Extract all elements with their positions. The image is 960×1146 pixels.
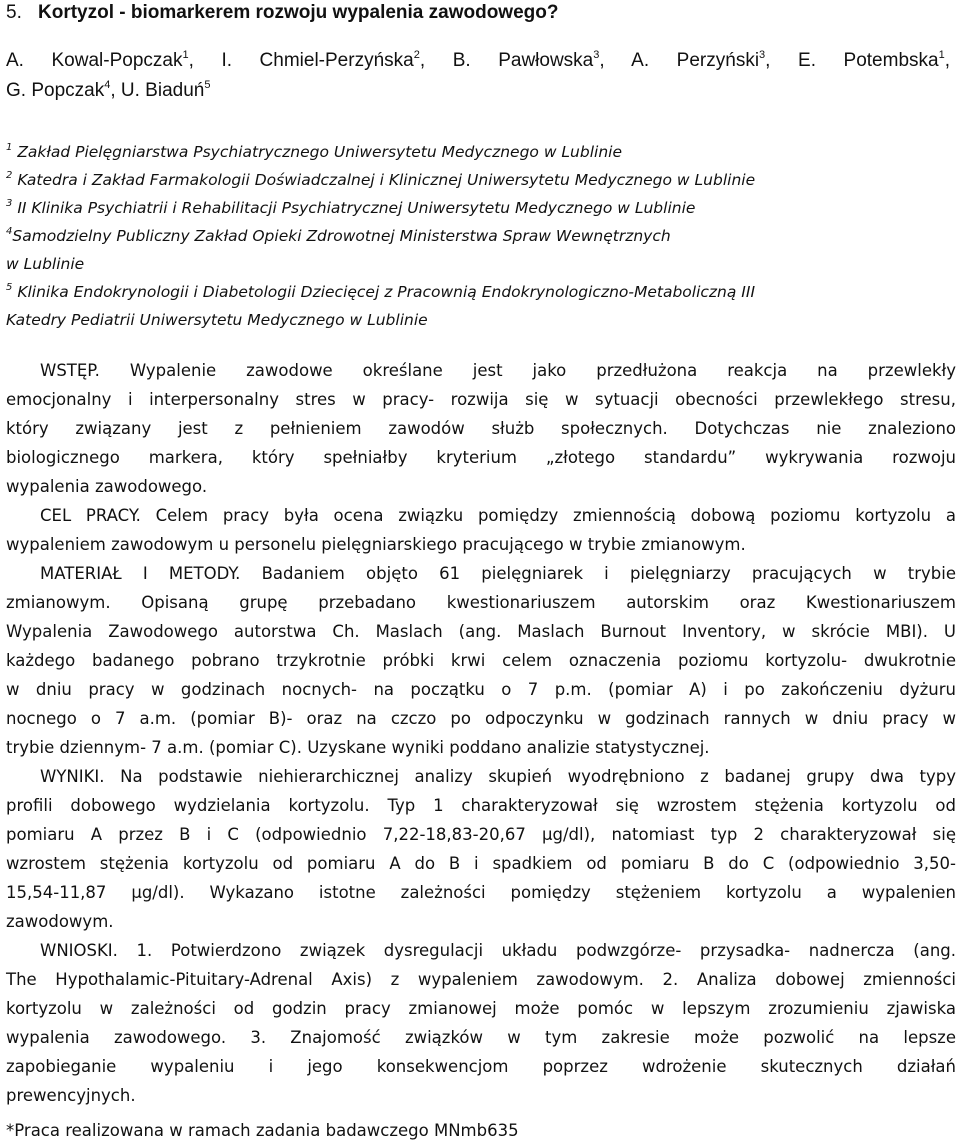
affiliation-mark: 4 bbox=[6, 226, 13, 237]
abstract-line: CEL PRACY. Celem pracy była ocena związku pomiędzy zmiennością dobową poziomu kortyzolu a bbox=[40, 506, 956, 525]
author-name: G. Popczak bbox=[6, 80, 105, 101]
affiliation-mark: 3 bbox=[6, 198, 13, 209]
abstract-line: WNIOSKI. 1. Potwierdzono związek dysregulacji układu podwzgórze- przysadka- nadnercza (ang. bbox=[40, 941, 956, 960]
abstract-line: profili dobowego wydzielania kortyzolu. Typ 1 charakteryzował się wzrostem stężenia kortyzolu od bbox=[6, 796, 956, 815]
affiliation-text: Samodzielny Publiczny Zakład Opieki Zdrowotnej Ministerstwa Spraw Wewnętrznych bbox=[12, 227, 671, 245]
affiliation-list bbox=[6, 138, 950, 334]
author-name: B. Pawłowska bbox=[452, 50, 594, 71]
affiliation bbox=[6, 278, 950, 306]
author-affiliation-mark: 4 bbox=[104, 79, 111, 91]
affiliation bbox=[6, 166, 950, 194]
author-affiliation-mark: 3 bbox=[593, 49, 600, 61]
affiliation-mark: 5 bbox=[6, 282, 13, 293]
abstract-line: wypalenia zawodowego. 3. Znajomość związków w tym zakresie może pozwolić na lepsze bbox=[6, 1028, 956, 1047]
author-name: A. Kowal-Popczak bbox=[6, 50, 183, 71]
abstract-line: biologicznego markera, który spełniałby kryterium „złotego standardu” wykrywania rozwoju bbox=[6, 448, 956, 467]
affiliation-text: Katedry Pediatrii Uniwersytetu Medycznego w Lublinie bbox=[6, 311, 428, 329]
abstract-line: zawodowym. bbox=[6, 912, 114, 931]
affiliation-mark: 2 bbox=[6, 170, 13, 181]
author-name: I. Chmiel-Perzyńska bbox=[221, 50, 414, 71]
abstract-line: The Hypothalamic-Pituitary-Adrenal Axis) z wypaleniem zawodowym. 2. Analiza dobowej zmienności bbox=[6, 970, 956, 989]
abstract-line: WSTĘP. Wypalenie zawodowe określane jest jako przedłużona reakcja na przewlekły bbox=[40, 361, 956, 380]
affiliation-text: Katedra i Zakład Farmakologii Doświadczalnej i Klinicznej Uniwersytetu Medycznego w Lublinie bbox=[17, 171, 756, 189]
author-affiliation-mark: 1 bbox=[938, 49, 945, 61]
article-number: 5. bbox=[6, 2, 22, 23]
affiliation-text: w Lublinie bbox=[6, 255, 85, 273]
abstract-line: wypalenia zawodowego. bbox=[6, 477, 208, 496]
abstract-line: zmianowym. Opisaną grupę przebadano kwestionariuszem autorskim oraz Kwestionariuszem bbox=[6, 593, 956, 612]
affiliation-text: Klinika Endokrynologii i Diabetologii Dziecięcej z Pracownią Endokrynologiczno-Metaboliczną III bbox=[17, 283, 756, 301]
author-name: E. Potembska bbox=[798, 50, 939, 71]
affiliation-continuation bbox=[6, 306, 950, 334]
abstract-line: WYNIKI. Na podstawie niehierarchicznej analizy skupień wyodrębniono z badanej grupy dwa typy bbox=[40, 767, 956, 786]
abstract-line: MATERIAŁ I METODY. Badaniem objęto 61 pielęgniarek i pielęgniarzy pracujących w trybie bbox=[40, 564, 956, 583]
author-line-2: G. Popczak$^4$, U. Biaduń$^5$ bbox=[6, 79, 211, 101]
author-name: A. Perzyński bbox=[631, 50, 760, 71]
author-name: U. Biaduń bbox=[120, 80, 205, 101]
abstract-line: nocnego o 7 a.m. (pomiar B)- oraz na czczo po odpoczynku w godzinach rannych w dniu pracy w bbox=[6, 709, 956, 728]
abstract-line: wzrostem stężenia kortyzolu od pomiaru A do B i spadkiem od pomiaru B do C (odpowiednio 3,50- bbox=[6, 854, 956, 873]
author-affiliation-mark: 5 bbox=[204, 79, 211, 91]
abstract-line: prewencyjnych. bbox=[6, 1086, 136, 1105]
abstract-line: pomiaru A przez B i C (odpowiednio 7,22-18,83-20,67 µg/dl), natomiast typ 2 charakteryzował się bbox=[6, 825, 956, 844]
abstract-body bbox=[6, 356, 956, 1110]
affiliation-continuation bbox=[6, 250, 950, 278]
author-line-1: A. Kowal-Popczak$^1$, I. Chmiel-Perzyńska$^2$, B. Pawłowska$^3$, A. Perzyński$^3$, E. Potembska$^1$, bbox=[6, 49, 950, 71]
abstract-line: wypaleniem zawodowym u personelu pielęgniarskiego pracującego w trybie zmianowym. bbox=[6, 535, 746, 554]
abstract-line: Wypalenia Zawodowego autorstwa Ch. Maslach (ang. Maslach Burnout Inventory, w skrócie MBI). U bbox=[6, 622, 956, 641]
abstract-line: emocjonalny i interpersonalny stres w pracy- rozwija się w sytuacji obecności przewlekłego stresu, bbox=[6, 390, 956, 409]
abstract-line: który związany jest z pełnieniem zawodów służb społecznych. Dotychczas nie znaleziono bbox=[6, 419, 956, 438]
abstract-line: trybie dziennym- 7 a.m. (pomiar C). Uzyskane wyniki poddano analizie statystycznej. bbox=[6, 738, 710, 757]
abstract-line: kortyzolu w zależności od godzin pracy zmianowej może pomóc w lepszym zrozumieniu zjawiska bbox=[6, 999, 956, 1018]
affiliation-text: Zakład Pielęgniarstwa Psychiatrycznego Uniwersytetu Medycznego w Lublinie bbox=[17, 143, 623, 161]
affiliation-mark: 1 bbox=[6, 142, 13, 153]
author-affiliation-mark: 1 bbox=[182, 49, 189, 61]
author-affiliation-mark: 3 bbox=[759, 49, 766, 61]
affiliation-text: II Klinika Psychiatrii i Rehabilitacji Psychiatrycznej Uniwersytetu Medycznego w Lublinie bbox=[17, 199, 696, 217]
affiliation bbox=[6, 222, 950, 250]
abstract-line: w dniu pracy w godzinach nocnych- na początku o 7 p.m. (pomiar A) i po zakończeniu dyżuru bbox=[6, 680, 956, 699]
funding-footnote: *Praca realizowana w ramach zadania badawczego MNmb635 bbox=[6, 1121, 519, 1140]
affiliation bbox=[6, 138, 950, 166]
article-title-row bbox=[6, 0, 946, 26]
abstract-line: zapobieganie wypaleniu i jego konsekwencjom poprzez wdrożenie skutecznych działań bbox=[6, 1057, 956, 1076]
affiliation bbox=[6, 194, 950, 222]
author-list bbox=[6, 46, 950, 106]
abstract-line: każdego badanego pobrano trzykrotnie próbki krwi celem oznaczenia poziomu kortyzolu- dwukrotnie bbox=[6, 651, 956, 670]
abstract-line: 15,54-11,87 µg/dl). Wykazano istotne zależności pomiędzy stężeniem kortyzolu a wypalenien bbox=[6, 883, 956, 902]
article-title: Kortyzol - biomarkerem rozwoju wypalenia zawodowego? bbox=[38, 2, 559, 23]
author-affiliation-mark: 2 bbox=[413, 49, 420, 61]
